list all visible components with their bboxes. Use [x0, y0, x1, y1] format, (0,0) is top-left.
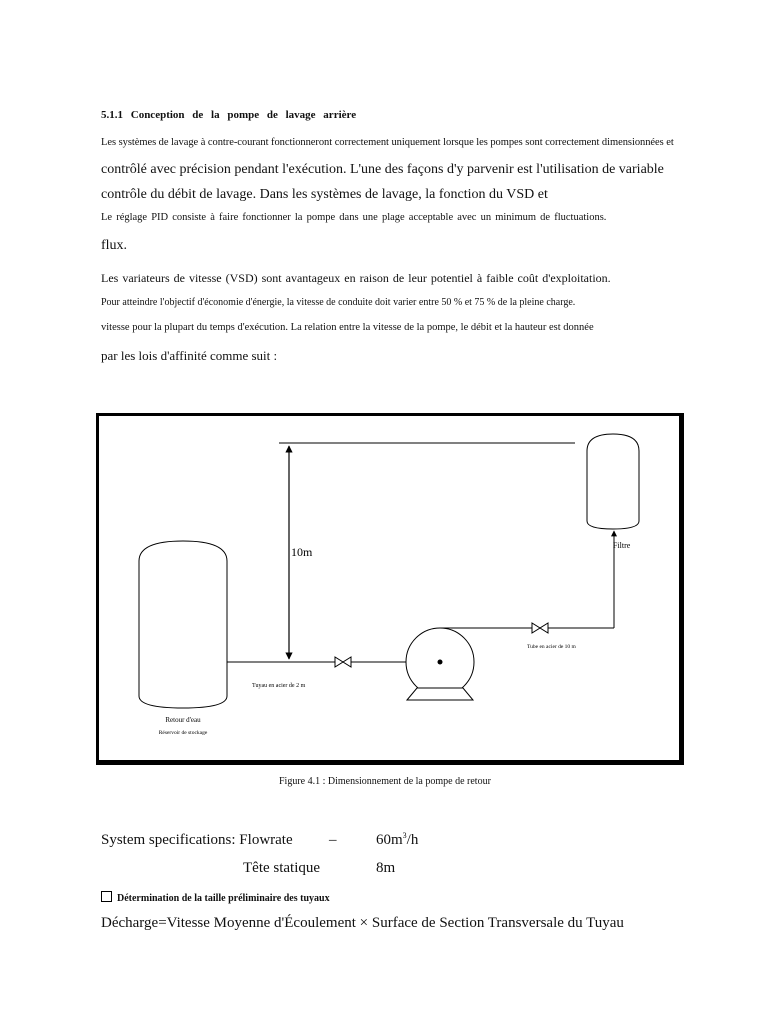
pump-system-diagram	[99, 416, 679, 760]
discharge-valve-icon	[532, 623, 548, 633]
inlet-valve-icon	[335, 657, 351, 667]
paragraph-line-2: contrôlé avec précision pendant l'exécution. L'une des façons d'y parvenir est l'utilisation de variable	[101, 162, 664, 177]
paragraph-line-8: vitesse pour la plupart du temps d'exécution. La relation entre la vitesse de la pompe, le débit et la hauteur est donnée	[101, 322, 594, 333]
spec-head-label: Tête statique	[243, 860, 321, 876]
equation-line: Décharge=Vitesse Moyenne d'Écoulement × Surface de Section Transversale du Tuyau	[101, 915, 624, 931]
storage-tank	[139, 541, 227, 708]
spec-head-value: 8m	[376, 860, 396, 876]
paragraph-line-6: Les variateurs de vitesse (VSD) sont avantageux en raison de leur potentiel à faible coût d'exploitation.	[101, 271, 611, 285]
checkbox-bullet-icon	[101, 891, 112, 902]
subsection-title: Détermination de la taille préliminaire des tuyaux	[101, 891, 330, 904]
section-heading: 5.1.1 Conception de la pompe de lavage arrière	[101, 109, 357, 121]
pipe-right-label: Tube en acier de 10 m	[527, 644, 576, 650]
spec-flowrate-label: System specifications: Flowrate	[101, 832, 293, 848]
paragraph-line-3: contrôle du débit de lavage. Dans les systèmes de lavage, la fonction du VSD et	[101, 187, 548, 202]
paragraph-line-5: flux.	[101, 238, 128, 253]
tank-sublabel: Réservoir de stockage	[158, 730, 208, 736]
spec-dash: –	[329, 832, 337, 848]
spec-flowrate-value: $60m^3/h$	[376, 831, 419, 848]
paragraph-line-7: Pour atteindre l'objectif d'économie d'énergie, la vitesse de conduite doit varier entre 50 % et 75 % de la pleine charge.	[101, 297, 576, 308]
tank-label: Retour d'eau	[165, 716, 201, 724]
paragraph-line-9: par les lois d'affinité comme suit :	[101, 348, 278, 363]
height-label: 10m	[291, 545, 313, 559]
pump-icon	[406, 628, 474, 700]
figure-frame	[96, 413, 684, 765]
paragraph-line-4: Le réglage PID consiste à faire fonctionner la pompe dans une plage acceptable avec un minimum de fluctuations.	[101, 212, 607, 223]
paragraph-line-1: Les systèmes de lavage à contre-courant fonctionneront correctement uniquement lorsque les pompes sont correctement dimensionnées et	[101, 137, 674, 148]
pipe-left-label: Tuyau en acier de 2 m	[252, 683, 306, 689]
filter-vessel	[587, 434, 639, 529]
filter-label: Filtre	[613, 541, 631, 550]
figure-caption: Figure 4.1 : Dimensionnement de la pompe de retour	[279, 776, 491, 787]
